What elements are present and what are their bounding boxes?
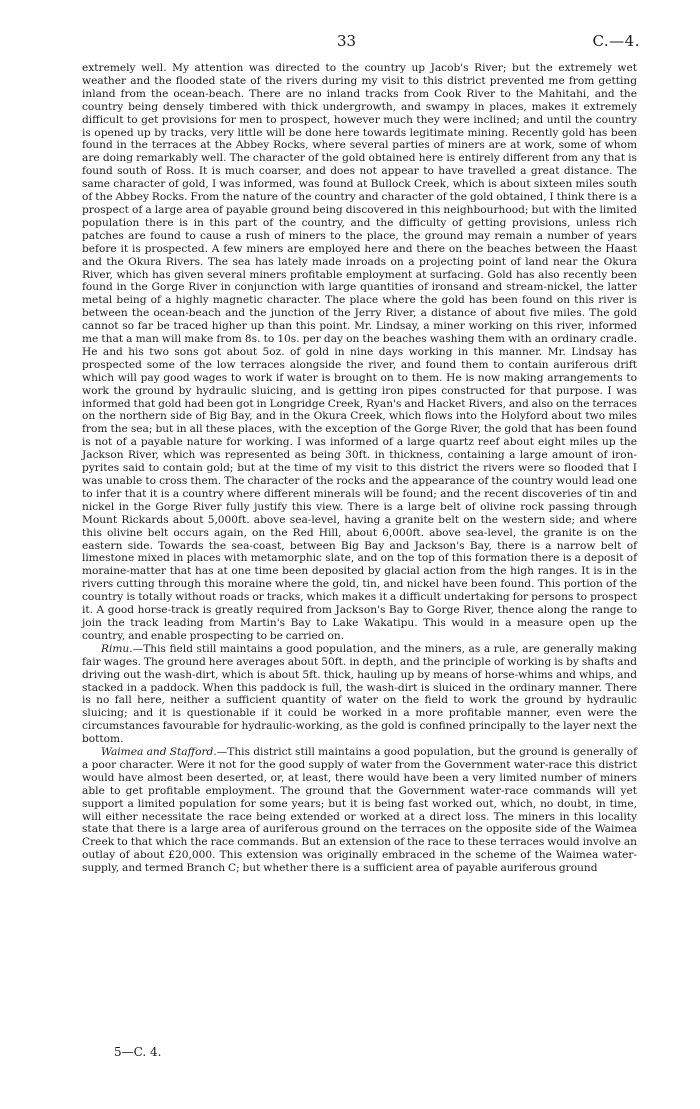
printer-signature: 5—C. 4. bbox=[114, 1045, 162, 1059]
page-number: 33 bbox=[337, 32, 357, 50]
page-header bbox=[0, 32, 700, 52]
paragraph-jacobs-river bbox=[82, 62, 637, 643]
paragraph-text: —This field still maintains a good population, and the miners, as a rule, are generally making fair wages. The ground here averages about 50ft. in depth, and the principle of working is by shafts and driving out the wash-dirt, which is about 5ft. thick, hauling up by means of horse-whims and whips, and stacked in a paddock. When this paddock is full, the wash-dirt is sluiced in the ordinary manner. There is no fall here, neither a sufficient quantity of water on the field to work the ground by hydraulic sluicing; and it is questionable if it could be worked in a more profitable manner, even were the circumstances favourable for hydraulic-working, as the gold is confined principally to the layer next the bottom. bbox=[82, 642, 637, 746]
section-heading-waimea-stafford: Waimea and Stafford. bbox=[101, 746, 217, 759]
section-heading-rimu: Rimu. bbox=[101, 642, 133, 655]
paragraph-text: —This district still maintains a good population, but the ground is generally of a poor character. Were it not for the good supply of water from the Government water-race this district would have almost been deserted, or, at least, there would have been a very limited number of miners able to get profitable employment. The ground that the Government water-race commands will yet support a limited population for some years; but it is being fast worked out, which, no doubt, in time, will either necessitate the race being extended or worked at a direct loss. The miners in this locality state that there is a large area of auriferous ground on the terraces on the opposite side of the Waimea Creek to that which the race commands. But an extension of the race to these terraces would involve an outlay of about £20,000. This extension was originally embraced in the scheme of the Waimea water-supply, and termed Branch C; but whether there is a sufficient area of payable auriferous ground bbox=[82, 746, 637, 875]
paragraph-waimea-stafford bbox=[82, 746, 637, 875]
body-text bbox=[82, 62, 637, 875]
paragraph-text: extremely well. My attention was directed to the country up Jacob's River; but the extremely wet weather and the flooded state of the rivers during my visit to this district prevented me from getting inland from the ocean-beach. There are no inland tracks from Cook River to the Mahitahi, and the country being densely timbered with thick undergrowth, and swampy in places, makes it extremely difficult to get provisions for men to prospect, however much they were inclined; and until the country is opened up by tracks, very little will be done here towards legitimate mining. Recently gold has been found in the terraces at the Abbey Rocks, where several parties of miners are at work, some of whom are doing remarkably well. The character of the gold obtained here is entirely different from any that is found south of Ross. It is much coarser, and does not appear to have travelled a great distance. The same character of gold, I was informed, was found at Bullock Creek, which is about sixteen miles south of the Abbey Rocks. From the nature of the country and character of the gold obtained, I think there is a prospect of a large area of payable ground being discovered in this neighbourhood; but with the limited population there is in this part of the country, and the difficulty of getting provisions, unless rich patches are found to cause a rush of miners to the place, the ground may remain a number of years before it is prospected. A few miners are employed here and there on the beaches between the Haast and the Okura Rivers. The sea has lately made inroads on a projecting point of land near the Okura River, which has given several miners profitable employment at surfacing. Gold has also recently been found in the Gorge River in conjunction with large quantities of ironsand and stream-nickel, the latter metal being of a highly magnetic character. The place where the gold has been found on this river is between the ocean-beach and the junction of the Jerry River, a distance of about five miles. The gold cannot so far be traced higher up than this point. Mr. Lindsay, a miner working on this river, informed me that a man will make from 8s. to 10s. per day on the beaches washing them with an ordinary cradle. He and his two sons got about 5oz. of gold in nine days working in this manner. Mr. Lindsay has prospected some of the low terraces alongside the river, and found them to contain auriferous drift which will pay good wages to work if water is brought on to them. He is now making arrangements to work the ground by hydraulic sluicing, and is getting iron pipes constructed for that purpose. I was informed that gold had been got in Longridge Creek, Ryan's and Hacket Rivers, and also on the terraces on the northern side of Big Bay, and in the Okura Creek, which flows into the Holyford about two miles from the sea; but in all these places, with the exception of the Gorge River, the gold that has been found is not of a payable nature for working. I was informed of a large quartz reef about eight miles up the Jackson River, which was represented as being 30ft. in thickness, containing a large amount of iron-pyrites said to contain gold; but at the time of my visit to this district the rivers were so flooded that I was unable to cross them. The character of the rocks and the appearance of the country would lead one to infer that it is a country where different minerals will be found; and the recent discoveries of tin and nickel in the Gorge River fully justify this view. There is a large belt of olivine rock passing through Mount Rickards about 5,000ft. above sea-level, having a granite belt on the western side; and where this olivine belt occurs again, on the Red Hill, about 6,000ft. above sea-level, the granite is on the eastern side. Towards the sea-coast, between Big Bay and Jackson's Bay, there is a narrow belt of limestone mixed in places with metamorphic slate, and on the top of this formation there is a deposit of moraine-matter that has at one time been deposited by glacial action from the high ranges. It is in the rivers cutting through this moraine where the gold, tin, and nickel have been found. This portion of the country is totally without roads or tracks, which makes it a difficult undertaking for persons to prospect it. A good horse-track is greatly required from Jackson's Bay to Gorge River, thence along the range to join the track leading from Martin's Bay to Lake Wakatipu. This would in a measure open up the country, and enable prospecting to be carried on. bbox=[82, 62, 637, 642]
document-reference: C.—4. bbox=[592, 32, 640, 50]
paragraph-rimu bbox=[82, 643, 637, 746]
